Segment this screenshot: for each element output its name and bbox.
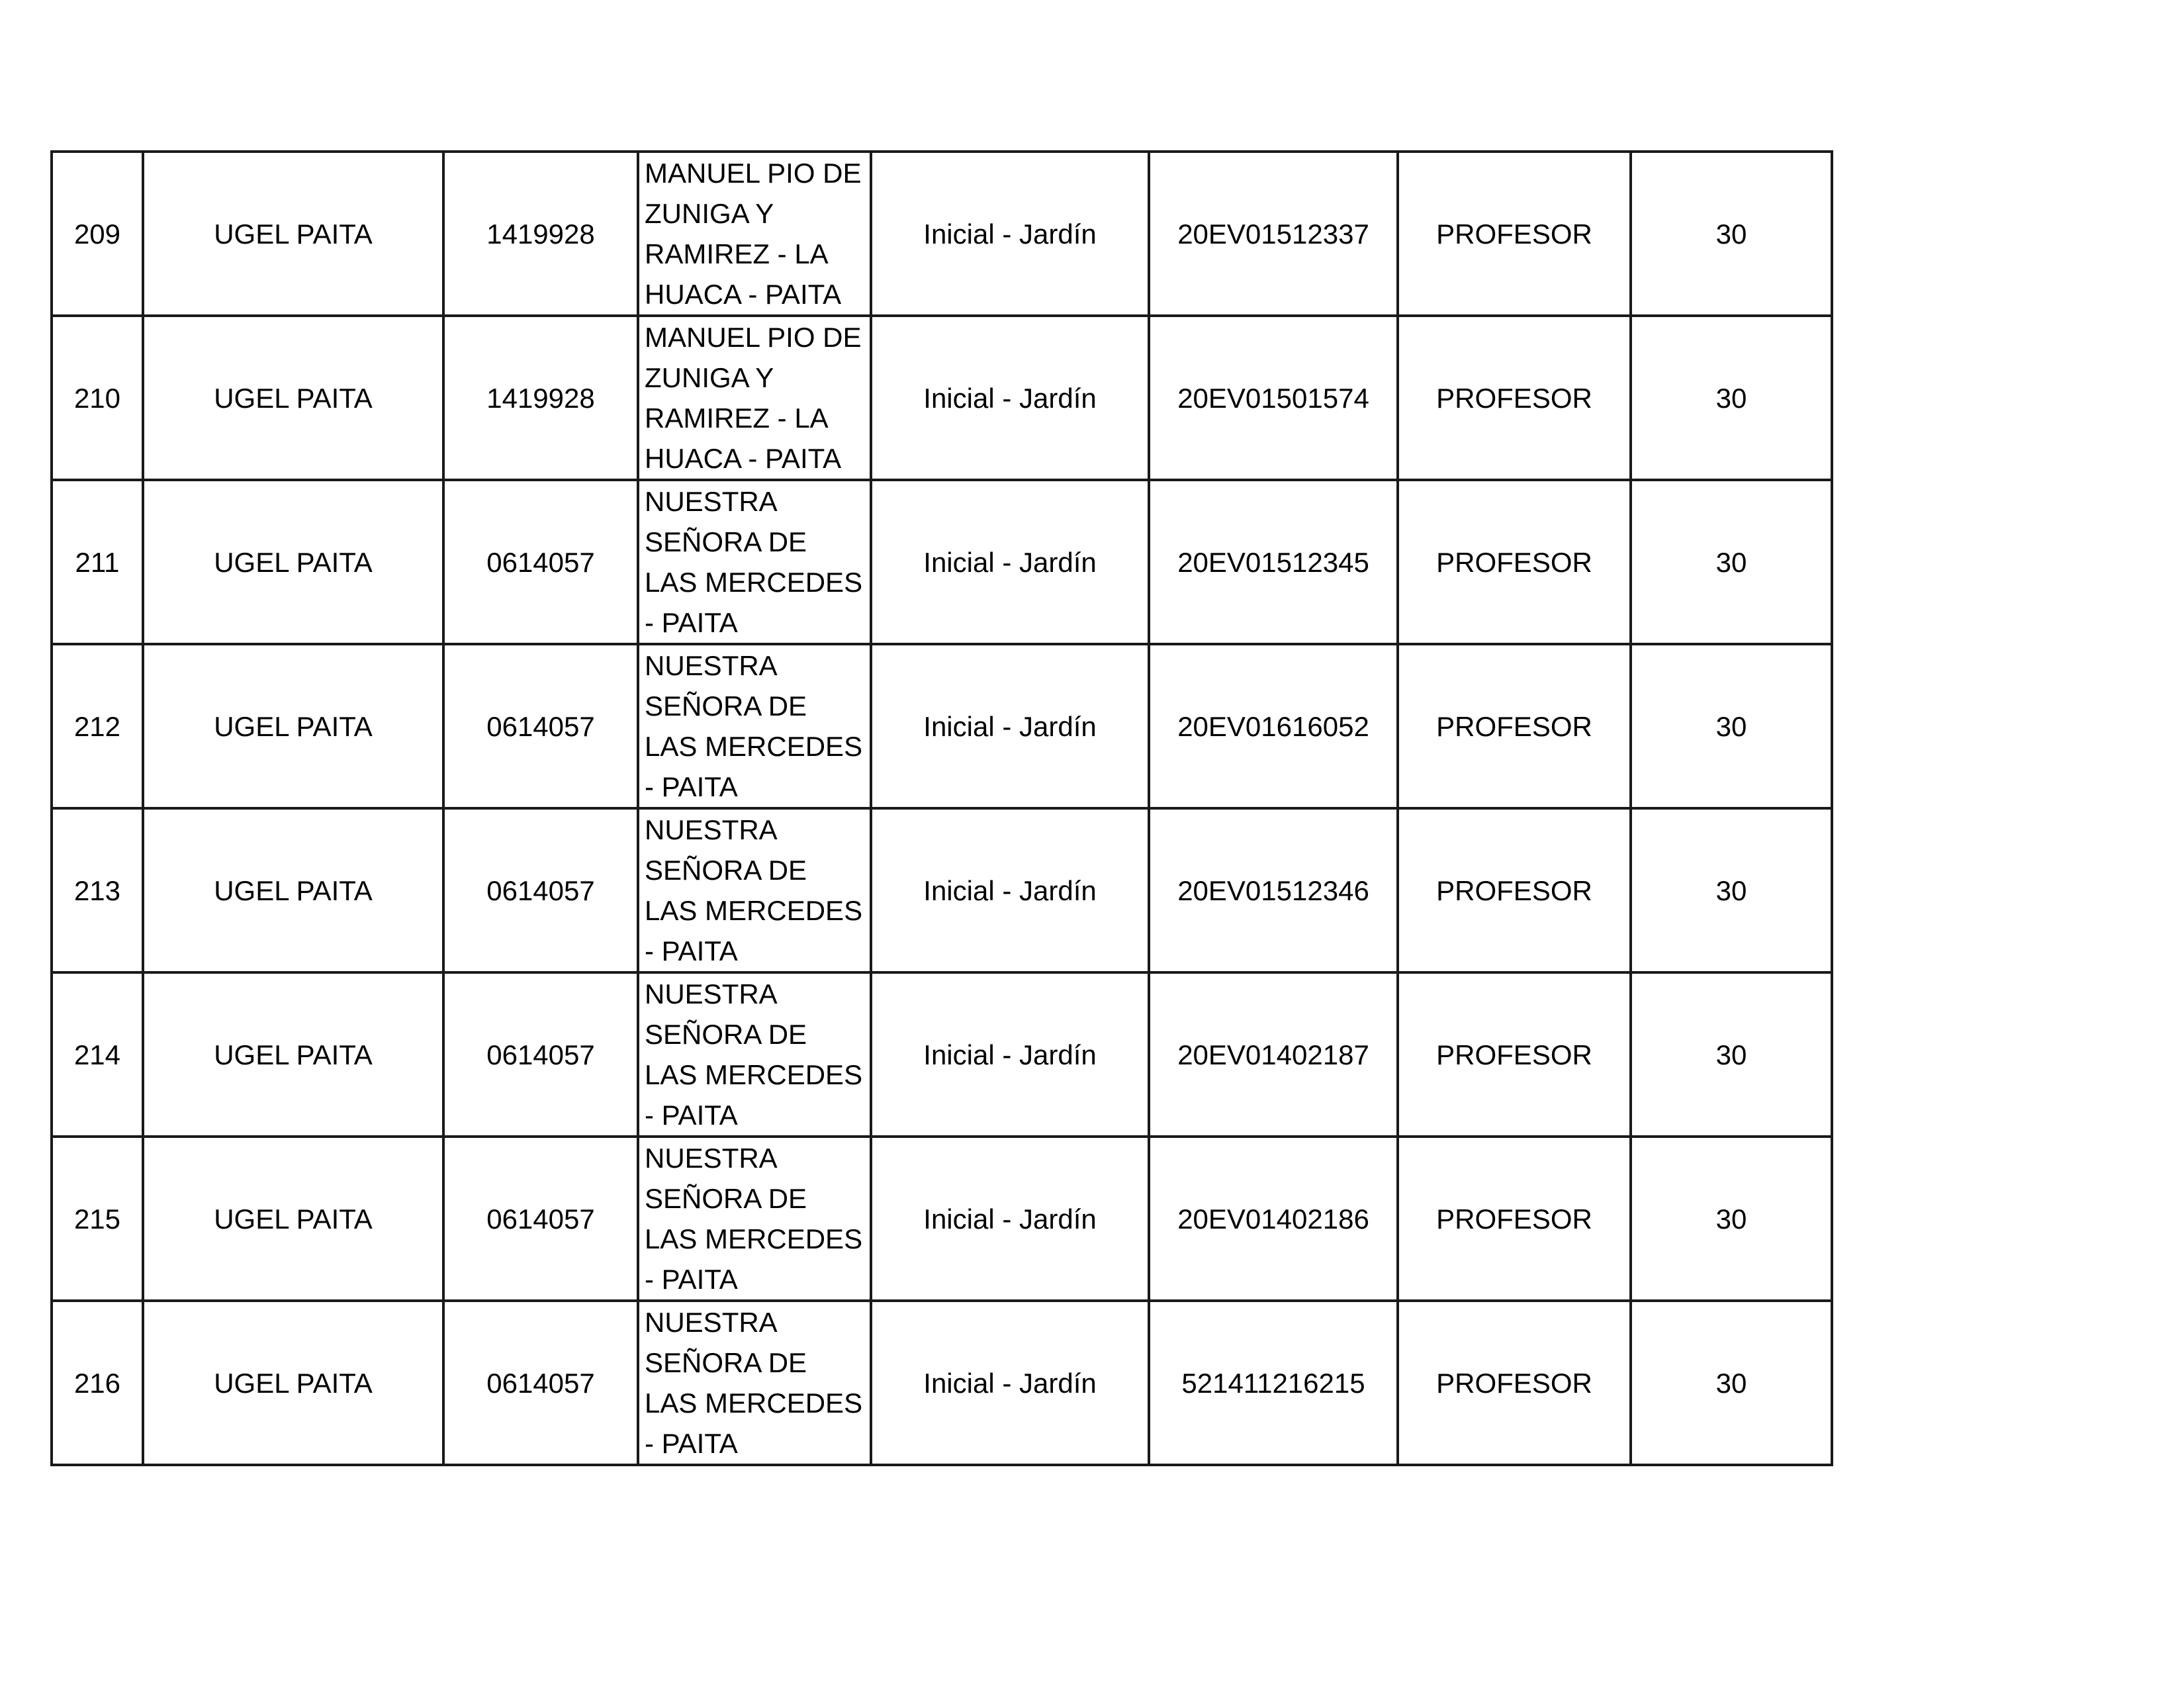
cell-number: 214 <box>52 972 143 1137</box>
cell-position-code: 20EV01501574 <box>1149 316 1398 480</box>
data-table <box>50 150 1833 1466</box>
cell-hours: 30 <box>1631 316 1832 480</box>
cell-code: 0614057 <box>443 808 638 972</box>
table-row <box>52 316 1832 480</box>
cell-number: 213 <box>52 808 143 972</box>
cell-number: 210 <box>52 316 143 480</box>
cell-level: Inicial - Jardín <box>871 972 1149 1137</box>
cell-role: PROFESOR <box>1398 644 1631 808</box>
cell-position-code: 521411216215 <box>1149 1301 1398 1465</box>
cell-ugel: UGEL PAITA <box>143 644 443 808</box>
cell-position-code: 20EV01402186 <box>1149 1137 1398 1301</box>
table-row <box>52 972 1832 1137</box>
cell-role: PROFESOR <box>1398 972 1631 1137</box>
table-row <box>52 644 1832 808</box>
cell-institution: NUESTRA SEÑORA DE LAS MERCEDES - PAITA <box>638 808 871 972</box>
cell-role: PROFESOR <box>1398 480 1631 644</box>
cell-level: Inicial - Jardín <box>871 316 1149 480</box>
cell-ugel: UGEL PAITA <box>143 972 443 1137</box>
cell-code: 0614057 <box>443 480 638 644</box>
cell-position-code: 20EV01402187 <box>1149 972 1398 1137</box>
cell-number: 211 <box>52 480 143 644</box>
cell-position-code: 20EV01512346 <box>1149 808 1398 972</box>
cell-ugel: UGEL PAITA <box>143 1301 443 1465</box>
table-row <box>52 1301 1832 1465</box>
table-row <box>52 808 1832 972</box>
cell-level: Inicial - Jardín <box>871 808 1149 972</box>
cell-role: PROFESOR <box>1398 1301 1631 1465</box>
cell-ugel: UGEL PAITA <box>143 480 443 644</box>
cell-number: 216 <box>52 1301 143 1465</box>
cell-hours: 30 <box>1631 972 1832 1137</box>
cell-role: PROFESOR <box>1398 316 1631 480</box>
cell-number: 209 <box>52 152 143 316</box>
cell-role: PROFESOR <box>1398 808 1631 972</box>
cell-code: 0614057 <box>443 644 638 808</box>
cell-hours: 30 <box>1631 1137 1832 1301</box>
cell-hours: 30 <box>1631 808 1832 972</box>
cell-institution: NUESTRA SEÑORA DE LAS MERCEDES - PAITA <box>638 480 871 644</box>
cell-number: 215 <box>52 1137 143 1301</box>
cell-code: 1419928 <box>443 316 638 480</box>
cell-code: 0614057 <box>443 1301 638 1465</box>
cell-ugel: UGEL PAITA <box>143 808 443 972</box>
cell-institution: NUESTRA SEÑORA DE LAS MERCEDES - PAITA <box>638 972 871 1137</box>
table-row <box>52 152 1832 316</box>
cell-institution: NUESTRA SEÑORA DE LAS MERCEDES - PAITA <box>638 1137 871 1301</box>
cell-number: 212 <box>52 644 143 808</box>
cell-position-code: 20EV01512345 <box>1149 480 1398 644</box>
cell-hours: 30 <box>1631 1301 1832 1465</box>
cell-role: PROFESOR <box>1398 152 1631 316</box>
table-row <box>52 480 1832 644</box>
cell-hours: 30 <box>1631 644 1832 808</box>
table-body <box>52 152 1832 1465</box>
cell-code: 1419928 <box>443 152 638 316</box>
cell-position-code: 20EV01512337 <box>1149 152 1398 316</box>
cell-position-code: 20EV01616052 <box>1149 644 1398 808</box>
cell-code: 0614057 <box>443 1137 638 1301</box>
cell-ugel: UGEL PAITA <box>143 1137 443 1301</box>
cell-level: Inicial - Jardín <box>871 152 1149 316</box>
cell-hours: 30 <box>1631 480 1832 644</box>
cell-institution: MANUEL PIO DE ZUNIGA Y RAMIREZ - LA HUACA - PAITA <box>638 316 871 480</box>
cell-role: PROFESOR <box>1398 1137 1631 1301</box>
cell-institution: NUESTRA SEÑORA DE LAS MERCEDES - PAITA <box>638 644 871 808</box>
cell-institution: MANUEL PIO DE ZUNIGA Y RAMIREZ - LA HUACA - PAITA <box>638 152 871 316</box>
cell-institution: NUESTRA SEÑORA DE LAS MERCEDES - PAITA <box>638 1301 871 1465</box>
cell-code: 0614057 <box>443 972 638 1137</box>
cell-level: Inicial - Jardín <box>871 1301 1149 1465</box>
cell-level: Inicial - Jardín <box>871 480 1149 644</box>
cell-hours: 30 <box>1631 152 1832 316</box>
cell-level: Inicial - Jardín <box>871 1137 1149 1301</box>
cell-ugel: UGEL PAITA <box>143 152 443 316</box>
cell-level: Inicial - Jardín <box>871 644 1149 808</box>
table-row <box>52 1137 1832 1301</box>
cell-ugel: UGEL PAITA <box>143 316 443 480</box>
